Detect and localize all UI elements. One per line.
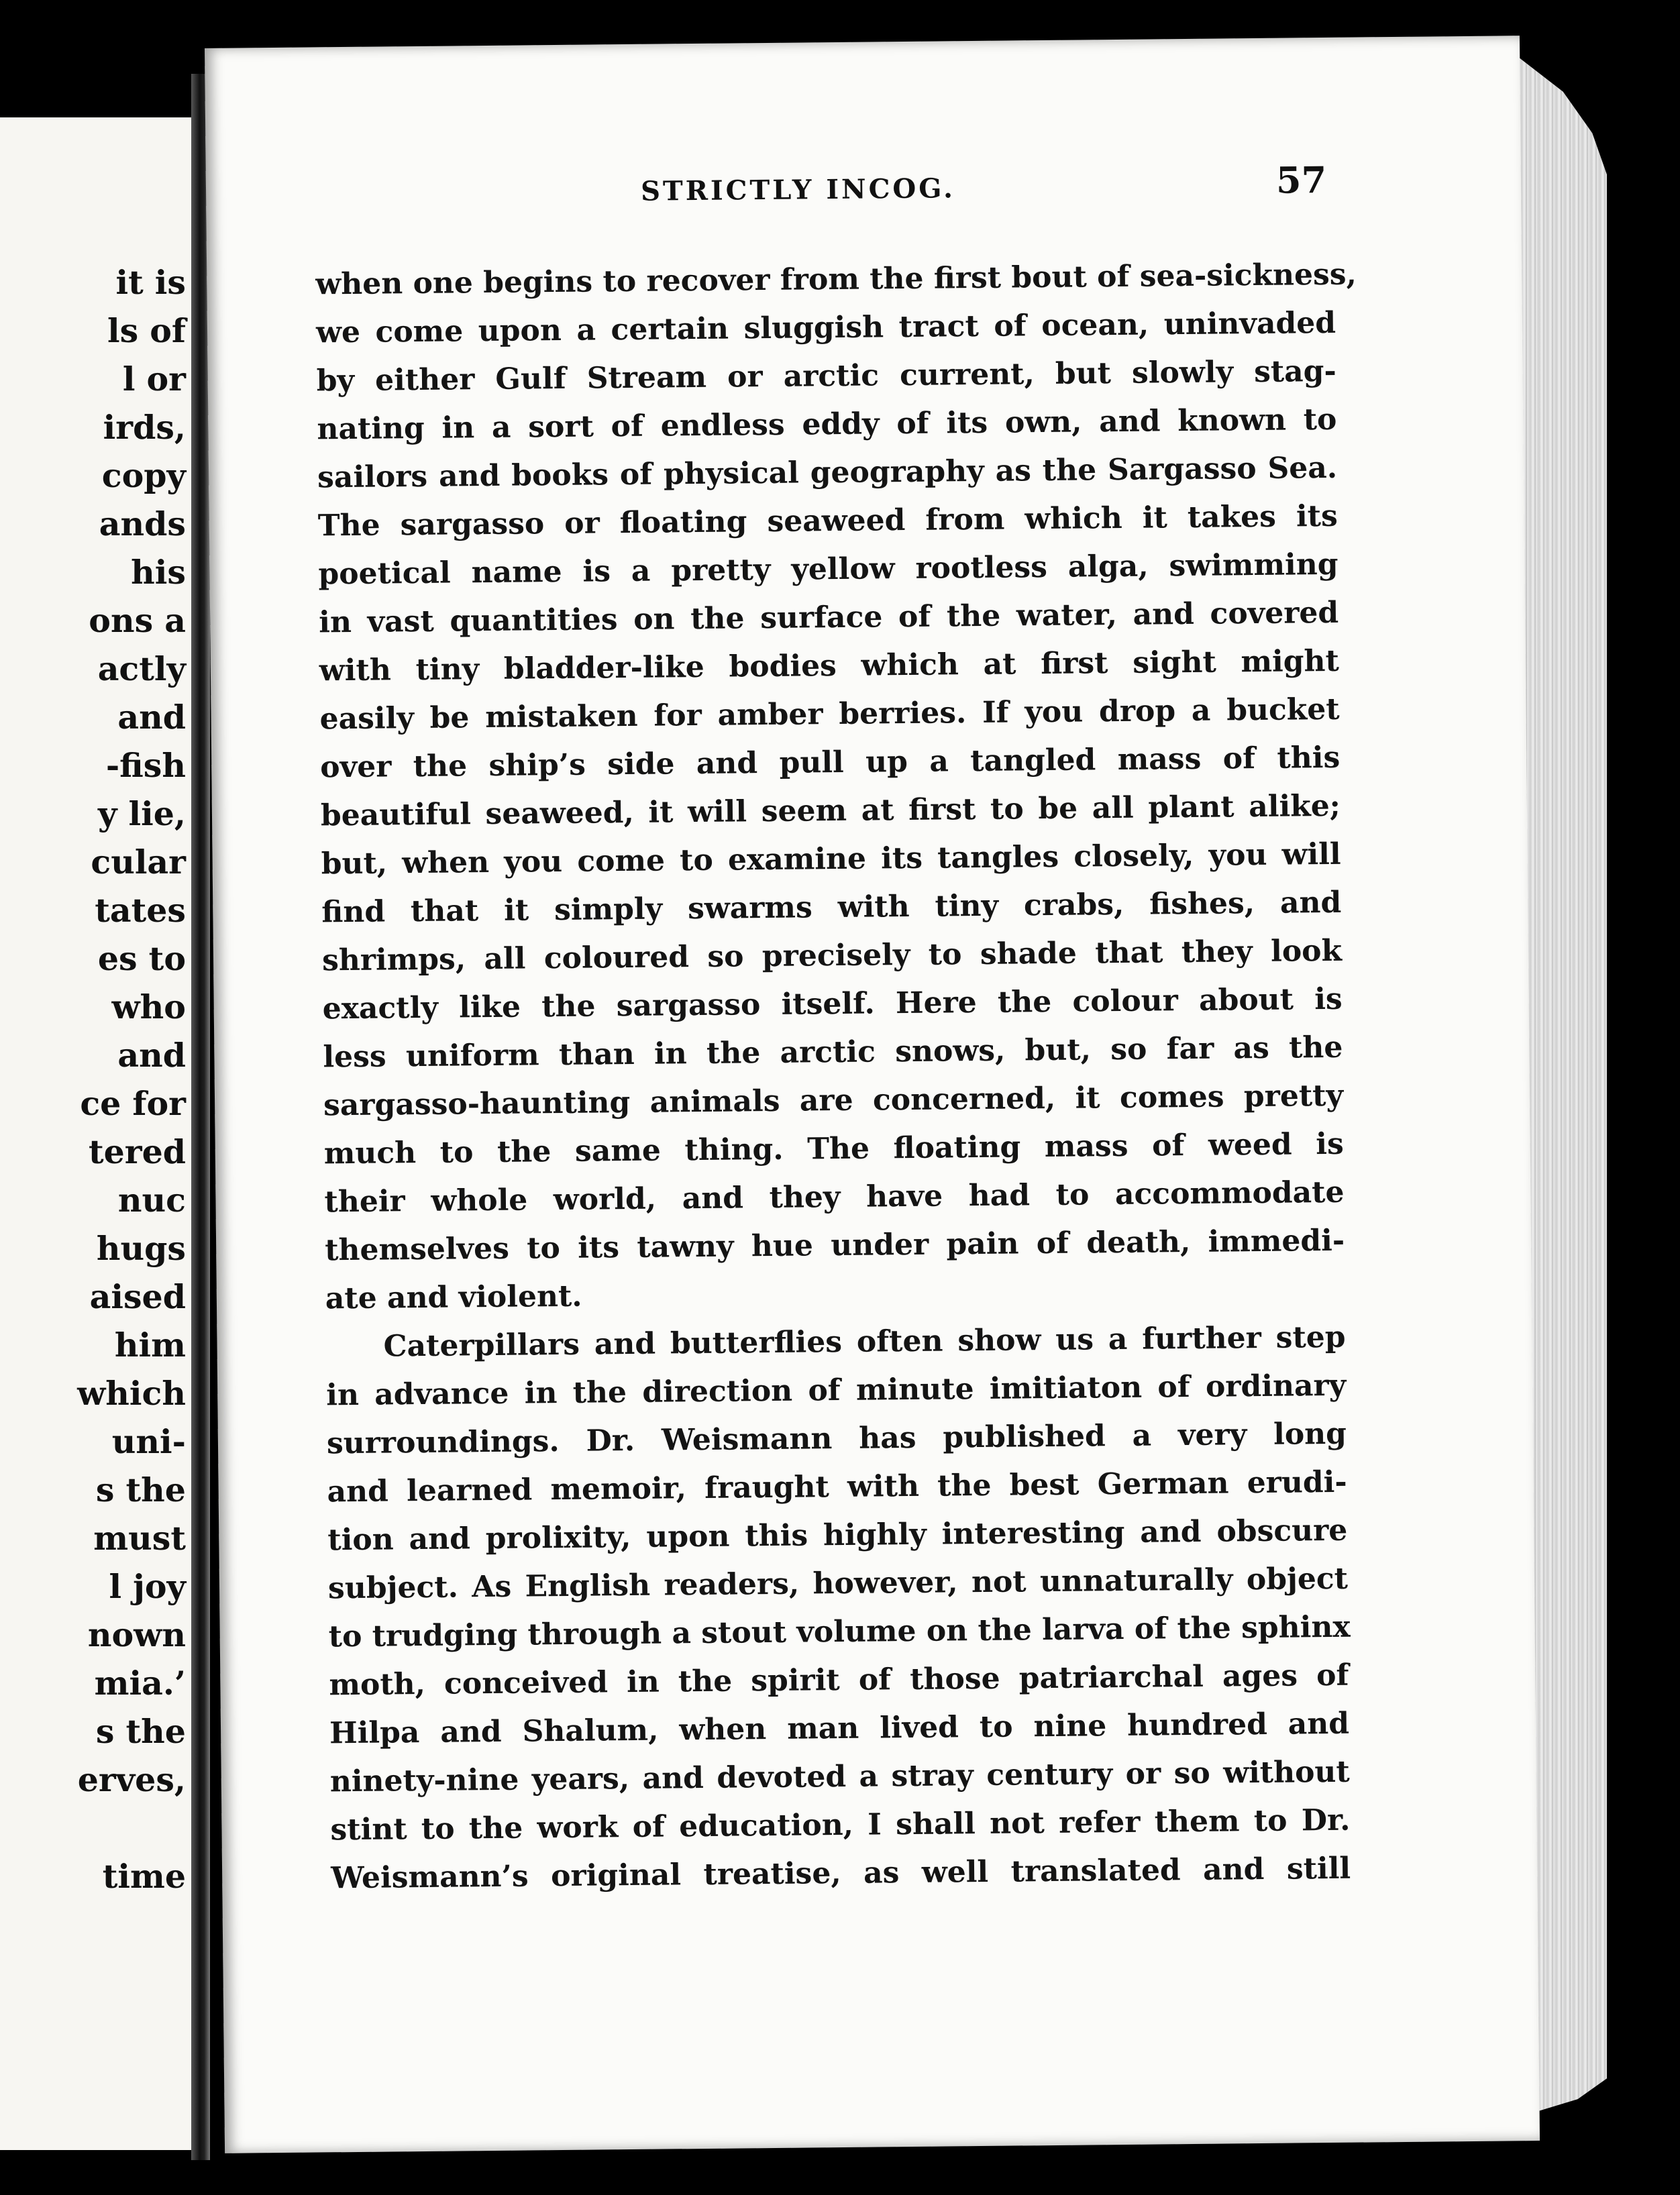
text-line: themselves to its tawny hue under pain of death, immedi- xyxy=(324,1223,1345,1268)
text-line: over the ship’s side and pull up a tangled mass of this xyxy=(320,740,1341,785)
left-page-line: and xyxy=(117,698,186,737)
left-page-line: cular xyxy=(91,843,186,881)
left-page-line: ons a xyxy=(89,601,186,640)
running-head: STRICTLY INCOG. xyxy=(640,172,956,207)
text-line: shrimps, all coloured so precisely to shade that they look xyxy=(321,933,1343,978)
text-line: sargasso-haunting animals are concerned, it comes pretty xyxy=(323,1078,1344,1123)
left-page-line: y lie, xyxy=(98,794,186,833)
text-line: Caterpillars and butterflies often show us a further step xyxy=(383,1320,1346,1364)
book-gutter xyxy=(191,74,210,2160)
left-page-line: l or xyxy=(122,360,186,398)
left-page-line: -fish xyxy=(105,746,186,785)
text-line: but, when you come to examine its tangles closely, you will xyxy=(321,837,1341,881)
left-page-line: which xyxy=(77,1374,186,1413)
text-line: and learned memoir, fraught with the best German erudi- xyxy=(327,1464,1347,1509)
text-line: find that it simply swarms with tiny crabs, fishes, and xyxy=(321,885,1342,930)
text-line: Hilpa and Shalum, when man lived to nine hundred and xyxy=(329,1706,1350,1751)
left-page-line: tered xyxy=(88,1132,186,1171)
left-page-line: actly xyxy=(97,649,186,688)
left-page-line: it is xyxy=(115,263,186,302)
left-page-line: ls of xyxy=(107,311,186,350)
text-line: subject. As English readers, however, not unnaturally object xyxy=(327,1561,1349,1606)
text-line: ninety-nine years, and devoted a stray century or so without xyxy=(329,1754,1350,1799)
text-line: nating in a sort of endless eddy of its own, and known to xyxy=(317,402,1337,447)
text-line: Weismann’s original treatise, as well translated and still xyxy=(330,1851,1351,1896)
text-line: poetical name is a pretty yellow rootless alga, swimming xyxy=(318,547,1338,592)
text-line: The sargasso or floating seaweed from which it takes its xyxy=(317,498,1338,543)
left-page-line: his xyxy=(131,553,186,592)
text-line: stint to the work of education, I shall not refer them to Dr. xyxy=(330,1803,1351,1848)
left-page-line: aised xyxy=(89,1277,186,1316)
text-line: in advance in the direction of minute imitiaton of ordinary xyxy=(326,1368,1347,1413)
left-page-line: uni- xyxy=(111,1422,186,1461)
text-line: their whole world, and they have had to accommodate xyxy=(324,1175,1345,1220)
text-line: exactly like the sargasso itself. Here the colour about is xyxy=(322,981,1343,1026)
page-number: 57 xyxy=(1275,158,1327,202)
text-line: less uniform than in the arctic snows, but, so far as the xyxy=(323,1030,1343,1075)
left-page-line: nuc xyxy=(117,1181,186,1220)
text-line: tion and prolixity, upon this highly interesting and obscure xyxy=(327,1513,1348,1558)
text-line: when one begins to recover from the first bout of sea-sickness, xyxy=(315,257,1357,302)
left-page-line: ce for xyxy=(80,1084,186,1123)
left-page-line: ands xyxy=(99,504,186,543)
right-page xyxy=(205,36,1540,2153)
text-line: to trudging through a stout volume on the larva of the sphinx xyxy=(328,1609,1351,1654)
text-line: in vast quantities on the surface of the water, and covered xyxy=(318,595,1339,640)
left-page-line: es to xyxy=(97,939,186,978)
text-line: surroundings. Dr. Weismann has published a very long xyxy=(326,1416,1347,1461)
left-page-line: tates xyxy=(95,891,186,930)
left-page-line: mia.’ xyxy=(94,1664,186,1703)
left-page-line: nown xyxy=(87,1615,186,1654)
text-line: by either Gulf Stream or arctic current, but slowly stag- xyxy=(316,354,1336,398)
left-page-line: time xyxy=(102,1857,186,1896)
left-page-line: s the xyxy=(95,1470,186,1509)
left-page-line: copy xyxy=(101,456,186,495)
text-line: much to the same thing. The floating mass of weed is xyxy=(323,1126,1345,1171)
left-page-line: must xyxy=(93,1519,186,1558)
left-page-line: erves, xyxy=(77,1760,186,1799)
left-page-line: who xyxy=(111,987,186,1026)
left-page-line: irds, xyxy=(103,408,186,447)
text-line: moth, conceived in the spirit of those patriarchal ages of xyxy=(329,1658,1349,1703)
left-page-line: him xyxy=(114,1326,186,1364)
text-line: sailors and books of physical geography as the Sargasso Sea. xyxy=(317,450,1338,495)
text-line: beautiful seaweed, it will seem at first to be all plant alike; xyxy=(320,788,1341,833)
left-page-line: l joy xyxy=(109,1567,186,1606)
left-page-line: s the xyxy=(95,1712,186,1751)
text-line: with tiny bladder-like bodies which at first sight might xyxy=(319,643,1340,688)
left-page xyxy=(0,117,205,2150)
body-text xyxy=(315,251,1357,1903)
text-line: easily be mistaken for amber berries. If you drop a bucket xyxy=(319,692,1340,737)
text-line: we come upon a certain sluggish tract of ocean, uninvaded xyxy=(315,305,1336,350)
left-page-line: hugs xyxy=(96,1229,186,1268)
left-page-line: and xyxy=(117,1036,186,1075)
text-line: ate and violent. xyxy=(325,1279,582,1316)
